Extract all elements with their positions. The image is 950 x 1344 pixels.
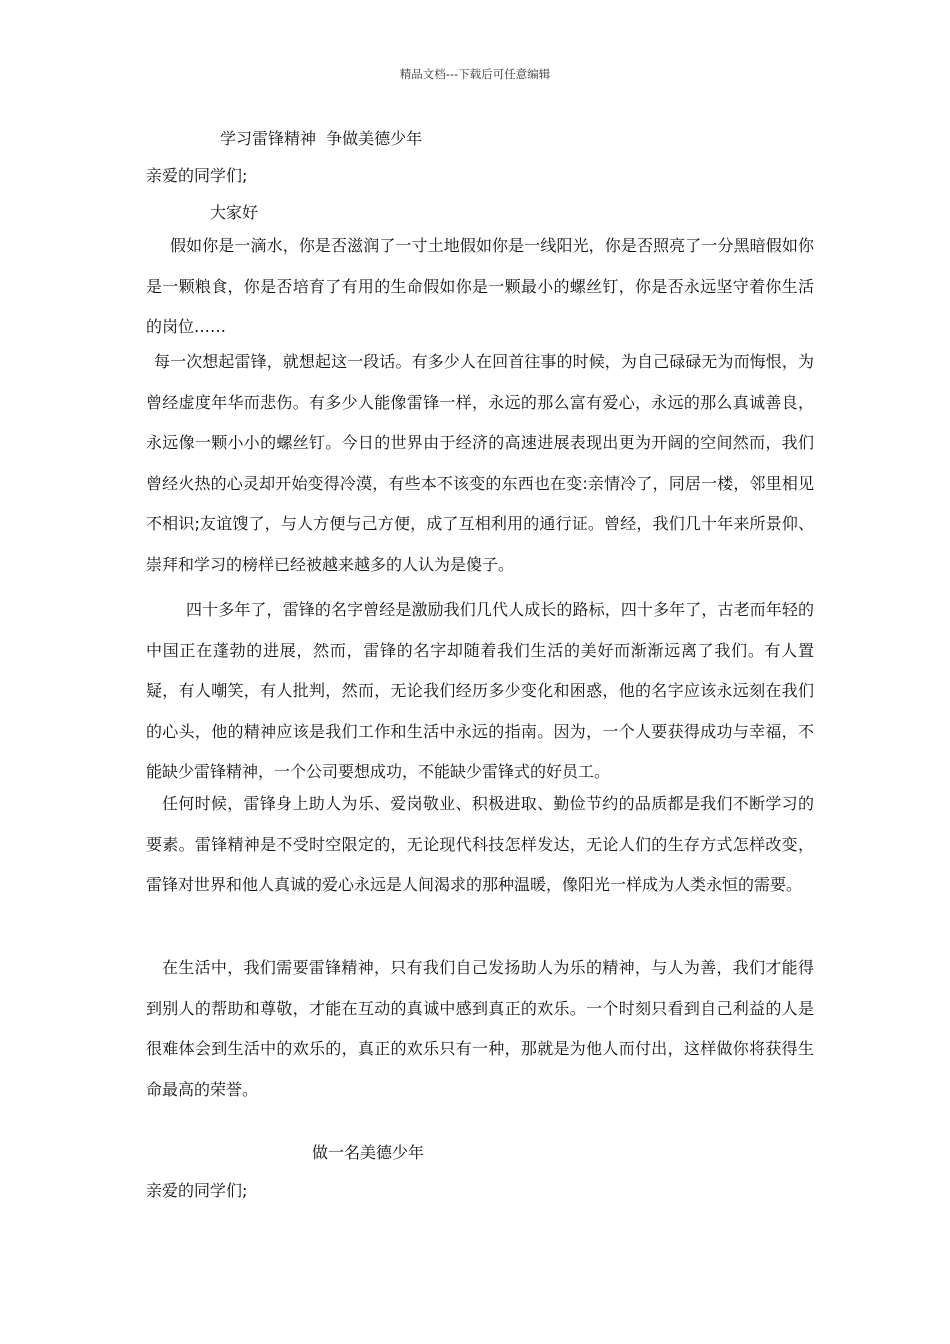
paragraph-4: 任何时候，雷锋身上助人为乐、爱岗敬业、积极进取、勤俭节约的品质都是我们不断学习的要素。雷锋精神是不受时空限定的，无论现代科技怎样发达，无论人们的生存方式怎样改变，雷锋对世界和他人真诚的爱心永远是人间渴求的那种温暖，像阳光一样成为人类永恒的需要。 [146, 794, 814, 894]
section1-greeting: 大家好 [210, 203, 259, 222]
section2-salutation: 亲爱的同学们; [146, 1181, 248, 1200]
paragraph-3: 四十多年了，雷锋的名字曾经是激励我们几代人成长的路标，四十多年了，古老而年轻的中国正在蓬勃的进展，然而，雷锋的名字却随着我们生活的美好而渐渐远离了我们。有人置疑，有人嘲笑，有人批判，然而，无论我们经历多少变化和困惑，他的名字应该永远刻在我们的心头，他的精神应该是我们工作和生活中永远的指南。因为，一个人要获得成功与幸福，不能缺少雷锋精神，一个公司要想成功，不能缺少雷锋式的好员工。 [146, 600, 814, 781]
section1-salutation: 亲爱的同学们; [146, 166, 248, 185]
paragraph-2: 每一次想起雷锋，就想起这一段话。有多少人在回首往事的时候，为自己碌碌无为而悔恨，为曾经虚度年华而悲伤。有多少人能像雷锋一样，永远的那么富有爱心，永远的那么真诚善良，永远像一颗小小的螺丝钉。今日的世界由于经济的高速进展表现出更为开阔的空间然而，我们曾经火热的心灵却开始变得冷漠，有些本不该变的东西也在变:亲情冷了，同居一楼，邻里相见不相识;友谊馊了，与人方便与己方便，成了互相利用的通行证。曾经，我们几十年来所景仰、崇拜和学习的榜样已经被越来越多的人认为是傻子。 [146, 352, 814, 574]
page-header: 精品文档---下载后可任意编辑 [399, 67, 551, 81]
section1-title: 学习雷锋精神 争做美德少年 [220, 129, 423, 148]
section2-title: 做一名美德少年 [312, 1143, 425, 1162]
paragraph-5: 在生活中，我们需要雷锋精神，只有我们自己发扬助人为乐的精神，与人为善，我们才能得到别人的帮助和尊敬，才能在互动的真诚中感到真正的欢乐。一个时刻只看到自己利益的人是很难体会到生活中的欢乐的，真正的欢乐只有一种，那就是为他人而付出，这样做你将获得生命最高的荣誉。 [146, 958, 814, 1099]
paragraph-1: 假如你是一滴水，你是否滋润了一寸土地假如你是一线阳光，你是否照亮了一分黑暗假如你是一颗粮食，你是否培育了有用的生命假如你是一颗最小的螺丝钉，你是否永远坚守着你生活的岗位…… [146, 236, 814, 336]
